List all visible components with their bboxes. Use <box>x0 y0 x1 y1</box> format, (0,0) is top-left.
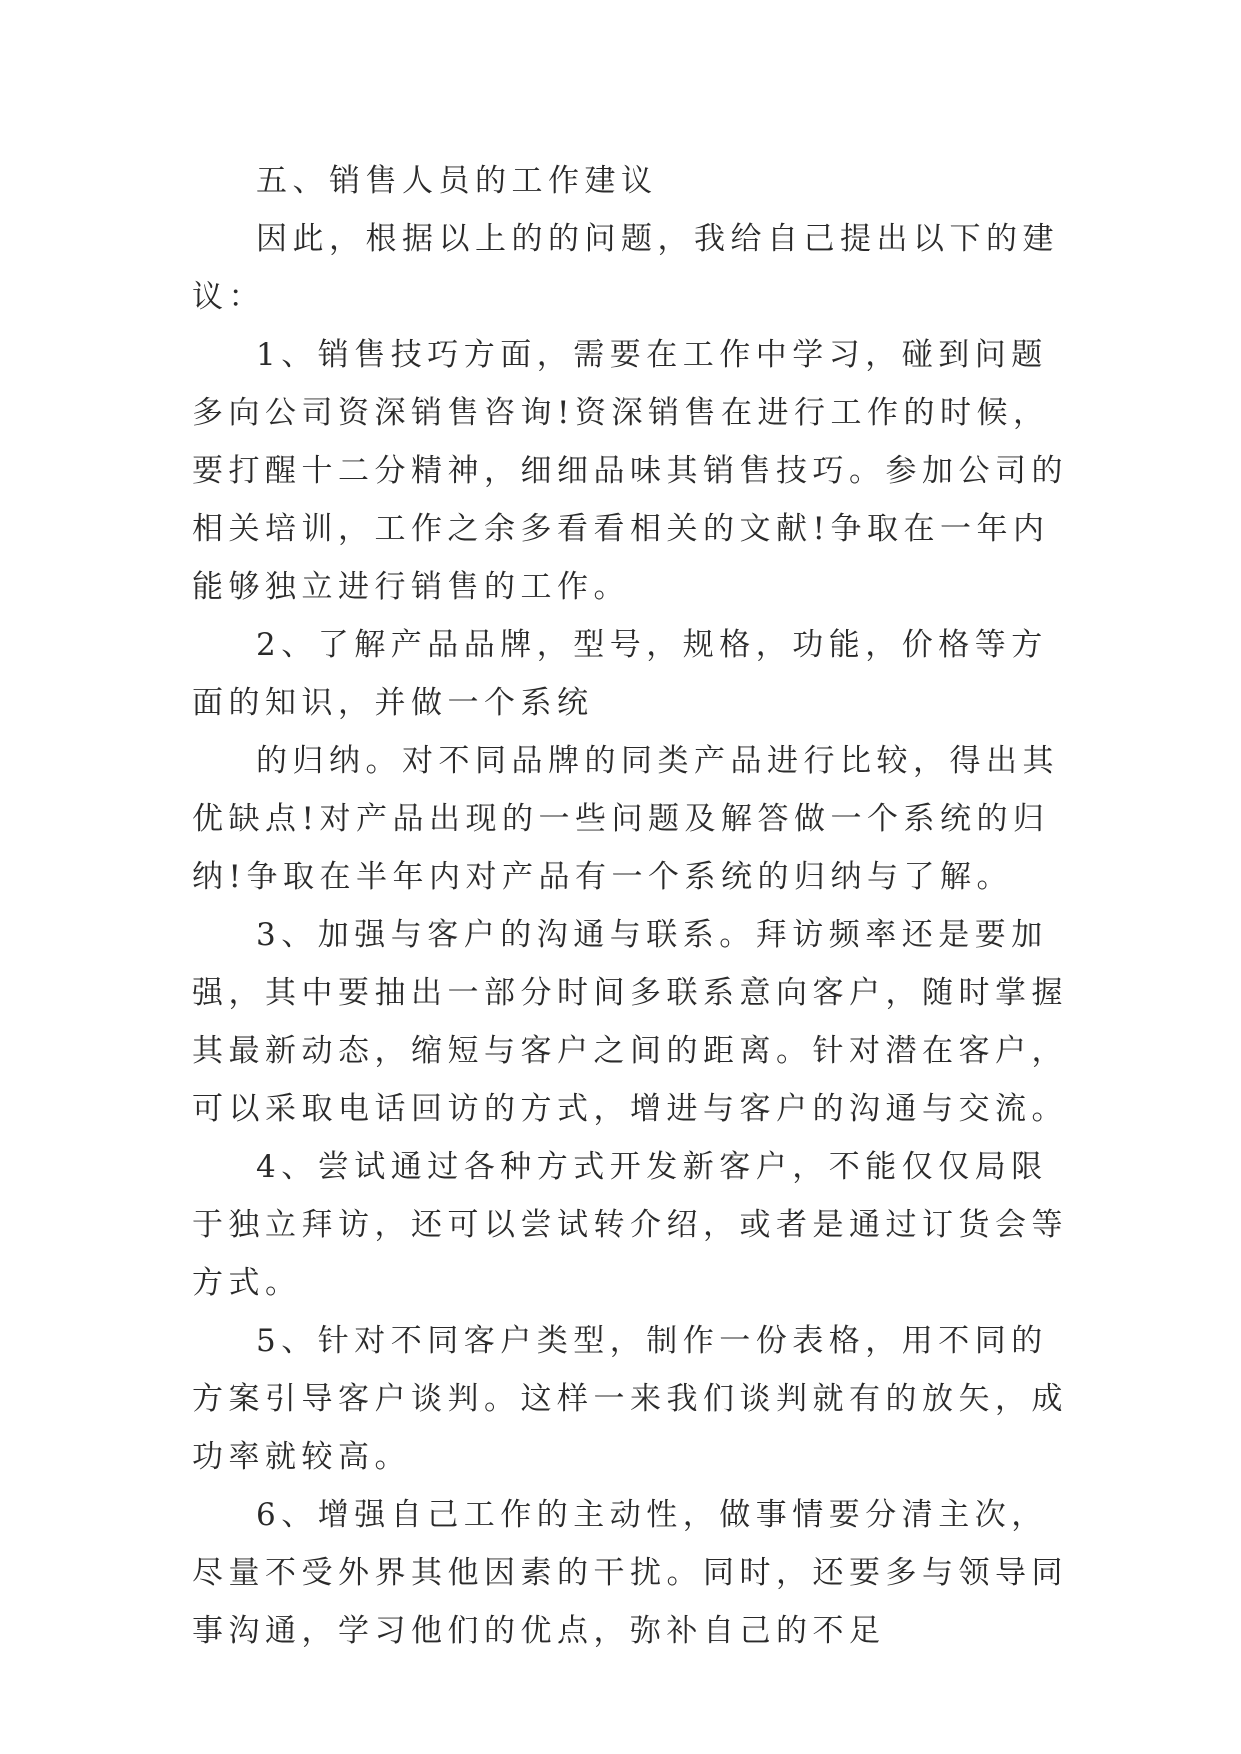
intro-paragraph: 因此，根据以上的的问题，我给自己提出以下的建议： <box>192 221 1059 315</box>
document-body <box>192 152 1072 1660</box>
suggestion-2-part-1: 2、了解产品品牌，型号，规格，功能，价格等方面的知识，并做一个系统 <box>192 627 1048 721</box>
suggestion-5: 5、针对不同客户类型，制作一份表格，用不同的方案引导客户谈判。这样一来我们谈判就有的放矢，成功率就较高。 <box>192 1323 1068 1475</box>
suggestion-4: 4、尝试通过各种方式开发新客户，不能仅仅局限于独立拜访，还可以尝试转介绍，或者是通过订货会等方式。 <box>192 1149 1068 1301</box>
suggestion-3: 3、加强与客户的沟通与联系。拜访频率还是要加强，其中要抽出一部分时间多联系意向客户，随时掌握其最新动态，缩短与客户之间的距离。针对潜在客户，可以采取电话回访的方式，增进与客户的沟通与交流。 <box>192 917 1068 1127</box>
suggestion-2-part-2: 的归纳。对不同品牌的同类产品进行比较，得出其优缺点!对产品出现的一些问题及解答做一个系统的归纳!争取在半年内对产品有一个系统的归纳与了解。 <box>192 743 1059 895</box>
section-heading: 五、销售人员的工作建议 <box>256 163 658 199</box>
suggestion-1: 1、销售技巧方面，需要在工作中学习，碰到问题多向公司资深销售咨询!资深销售在进行工作的时候，要打醒十二分精神，细细品味其销售技巧。参加公司的相关培训，工作之余多看看相关的文献!争取在一年内能够独立进行销售的工作。 <box>192 337 1068 605</box>
suggestion-6: 6、增强自己工作的主动性，做事情要分清主次，尽量不受外界其他因素的干扰。同时，还要多与领导同事沟通，学习他们的优点，弥补自己的不足 <box>192 1497 1068 1649</box>
